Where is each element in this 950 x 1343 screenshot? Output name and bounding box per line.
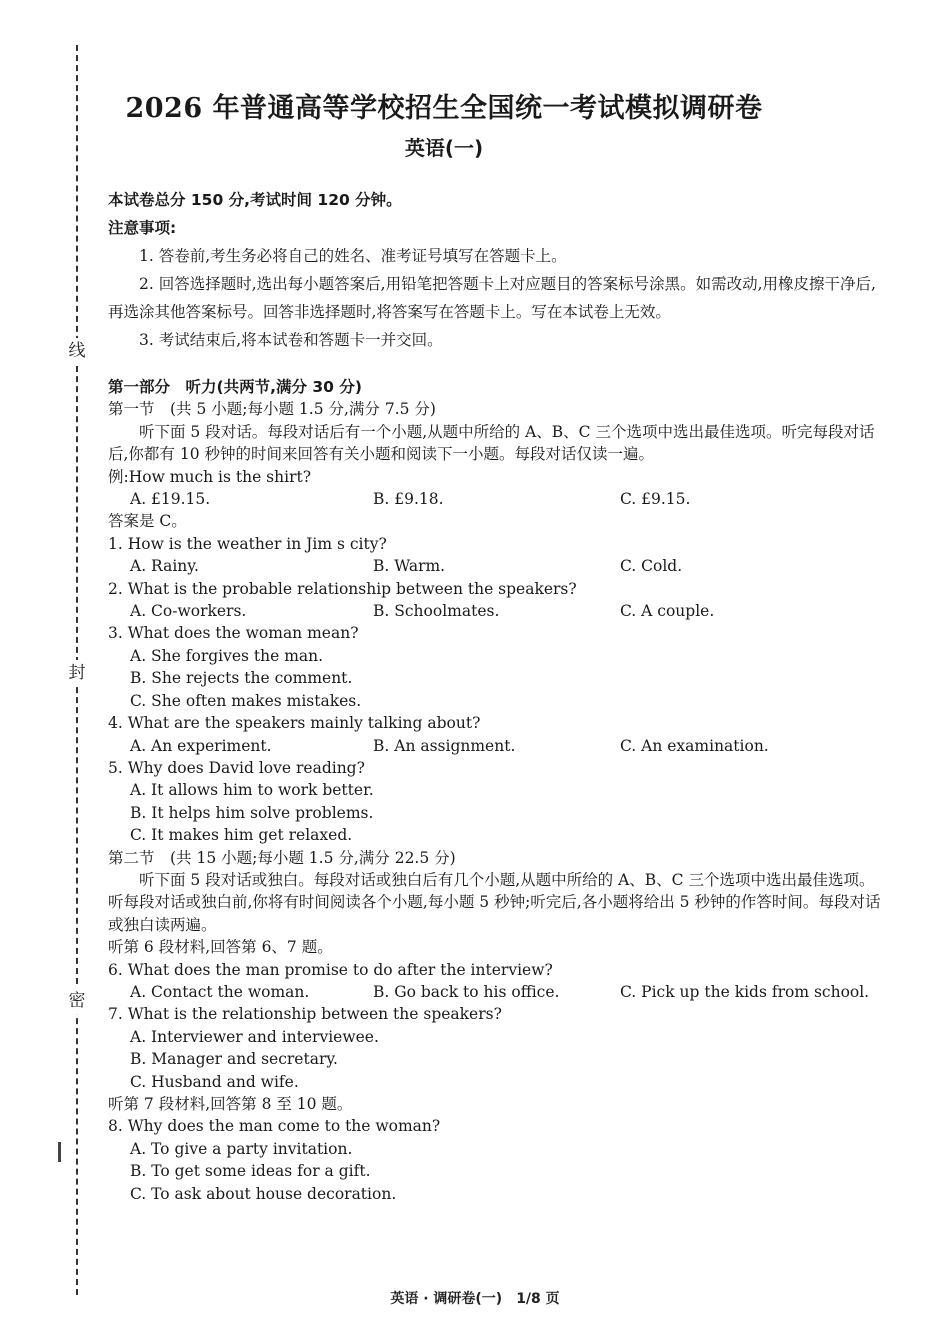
- part1-heading: 第一部分 听力(共两节,满分 30 分): [108, 378, 362, 396]
- option-c: C. Cold.: [620, 557, 683, 576]
- exam-content: [108, 186, 888, 1205]
- option-b: B. To get some ideas for a gift.: [130, 1162, 371, 1181]
- section1-heading: 第一节 (共 5 小题;每小题 1.5 分,满分 7.5 分): [108, 400, 436, 419]
- option-b: B. Schoolmates.: [373, 602, 500, 621]
- option-a: A. An experiment.: [130, 736, 272, 755]
- question-1: 1. How is the weather in Jim s city?: [108, 534, 387, 553]
- example-options: [108, 488, 888, 510]
- option-b: B. Go back to his office.: [373, 982, 560, 1001]
- option-c: C. A couple.: [620, 602, 715, 621]
- option-a: A. Interviewer and interviewee.: [130, 1027, 379, 1046]
- example-answer: 答案是 C。: [108, 512, 187, 531]
- option-a: A. It allows him to work better.: [130, 781, 374, 800]
- question-2: 2. What is the probable relationship between the speakers?: [108, 579, 577, 598]
- question-2-options: [108, 600, 888, 622]
- note-3: 3. 考试结束后,将本试卷和答题卡一并交回。: [139, 331, 443, 349]
- binding-mark-secret: 密: [64, 988, 90, 1014]
- question-3: 3. What does the woman mean?: [108, 624, 359, 643]
- material-6-note: 听第 6 段材料,回答第 6、7 题。: [108, 938, 333, 957]
- material-7-note: 听第 7 段材料,回答第 8 至 10 题。: [108, 1095, 353, 1113]
- note-1: 1. 答卷前,考生务必将自己的姓名、准考证号填写在答题卡上。: [139, 247, 567, 265]
- section1-instructions: 听下面 5 段对话。每段对话后有一个小题,从题中所给的 A、B、C 三个选项中选出最佳选项。听完每段对话后,你都有 10 秒钟的时间来回答有关小题和阅读下一小题。每段对话仅读一遍。: [108, 422, 875, 464]
- option-a: A. £19.15.: [130, 490, 211, 509]
- score-line: 本试卷总分 150 分,考试时间 120 分钟。: [108, 191, 402, 209]
- section2-heading: 第二节 (共 15 小题;每小题 1.5 分,满分 22.5 分): [108, 848, 456, 867]
- question-7: 7. What is the relationship between the speakers?: [108, 1005, 502, 1024]
- question-5: 5. Why does David love reading?: [108, 758, 365, 777]
- option-c: C. She often makes mistakes.: [130, 691, 362, 710]
- option-a: A. Co-workers.: [130, 602, 247, 621]
- question-4-options: [108, 735, 888, 757]
- question-1-options: [108, 555, 888, 577]
- question-6: 6. What does the man promise to do after the interview?: [108, 960, 553, 979]
- binding-mark-line: 线: [64, 338, 90, 364]
- option-a: A. Contact the woman.: [130, 982, 310, 1001]
- option-c: C. £9.15.: [620, 490, 691, 509]
- exam-instructions: [108, 186, 888, 354]
- option-a: A. She forgives the man.: [130, 646, 324, 665]
- question-8: 8. Why does the man come to the woman?: [108, 1117, 441, 1136]
- option-c: C. It makes him get relaxed.: [130, 826, 353, 845]
- exam-subtitle: 英语(一): [404, 136, 484, 160]
- option-c: C. To ask about house decoration.: [130, 1184, 397, 1203]
- option-b: B. An assignment.: [373, 736, 516, 755]
- question-4: 4. What are the speakers mainly talking about?: [108, 714, 481, 733]
- option-c: C. Husband and wife.: [130, 1072, 299, 1091]
- option-c: C. An examination.: [620, 736, 769, 755]
- notes-heading: 注意事项:: [108, 219, 177, 237]
- page-footer: 英语 · 调研卷(一) 1/8 页: [390, 1291, 560, 1307]
- option-b: B. It helps him solve problems.: [130, 803, 374, 822]
- binding-mark-seal: 封: [64, 660, 90, 686]
- option-b: B. £9.18.: [373, 490, 444, 509]
- option-b: B. She rejects the comment.: [130, 669, 353, 688]
- option-c: C. Pick up the kids from school.: [620, 982, 870, 1001]
- option-a: A. Rainy.: [130, 557, 199, 576]
- note-2: 2. 回答选择题时,选出每小题答案后,用铅笔把答题卡上对应题目的答案标号涂黑。如需改动,用橡皮擦干净后,再选涂其他答案标号。回答非选择题时,将答案写在答题卡上。写在本试卷上无效。: [108, 275, 876, 321]
- binding-tick: [58, 1142, 61, 1162]
- option-b: B. Warm.: [373, 557, 446, 576]
- exam-title: 2026 年普通高等学校招生全国统一考试模拟调研卷: [125, 93, 763, 124]
- option-b: B. Manager and secretary.: [130, 1050, 338, 1069]
- section2-instructions: 听下面 5 段对话或独白。每段对话或独白后有几个小题,从题中所给的 A、B、C 三个选项中选出最佳选项。听每段对话或独白前,你将有时间阅读各个小题,每小题 5 秒钟;听完后,各小题将给出 5 秒钟的作答时间。每段对话或独白读两遍。: [108, 870, 881, 934]
- option-a: A. To give a party invitation.: [130, 1139, 353, 1158]
- example-question: 例:How much is the shirt?: [108, 467, 312, 486]
- question-6-options: [108, 981, 888, 1003]
